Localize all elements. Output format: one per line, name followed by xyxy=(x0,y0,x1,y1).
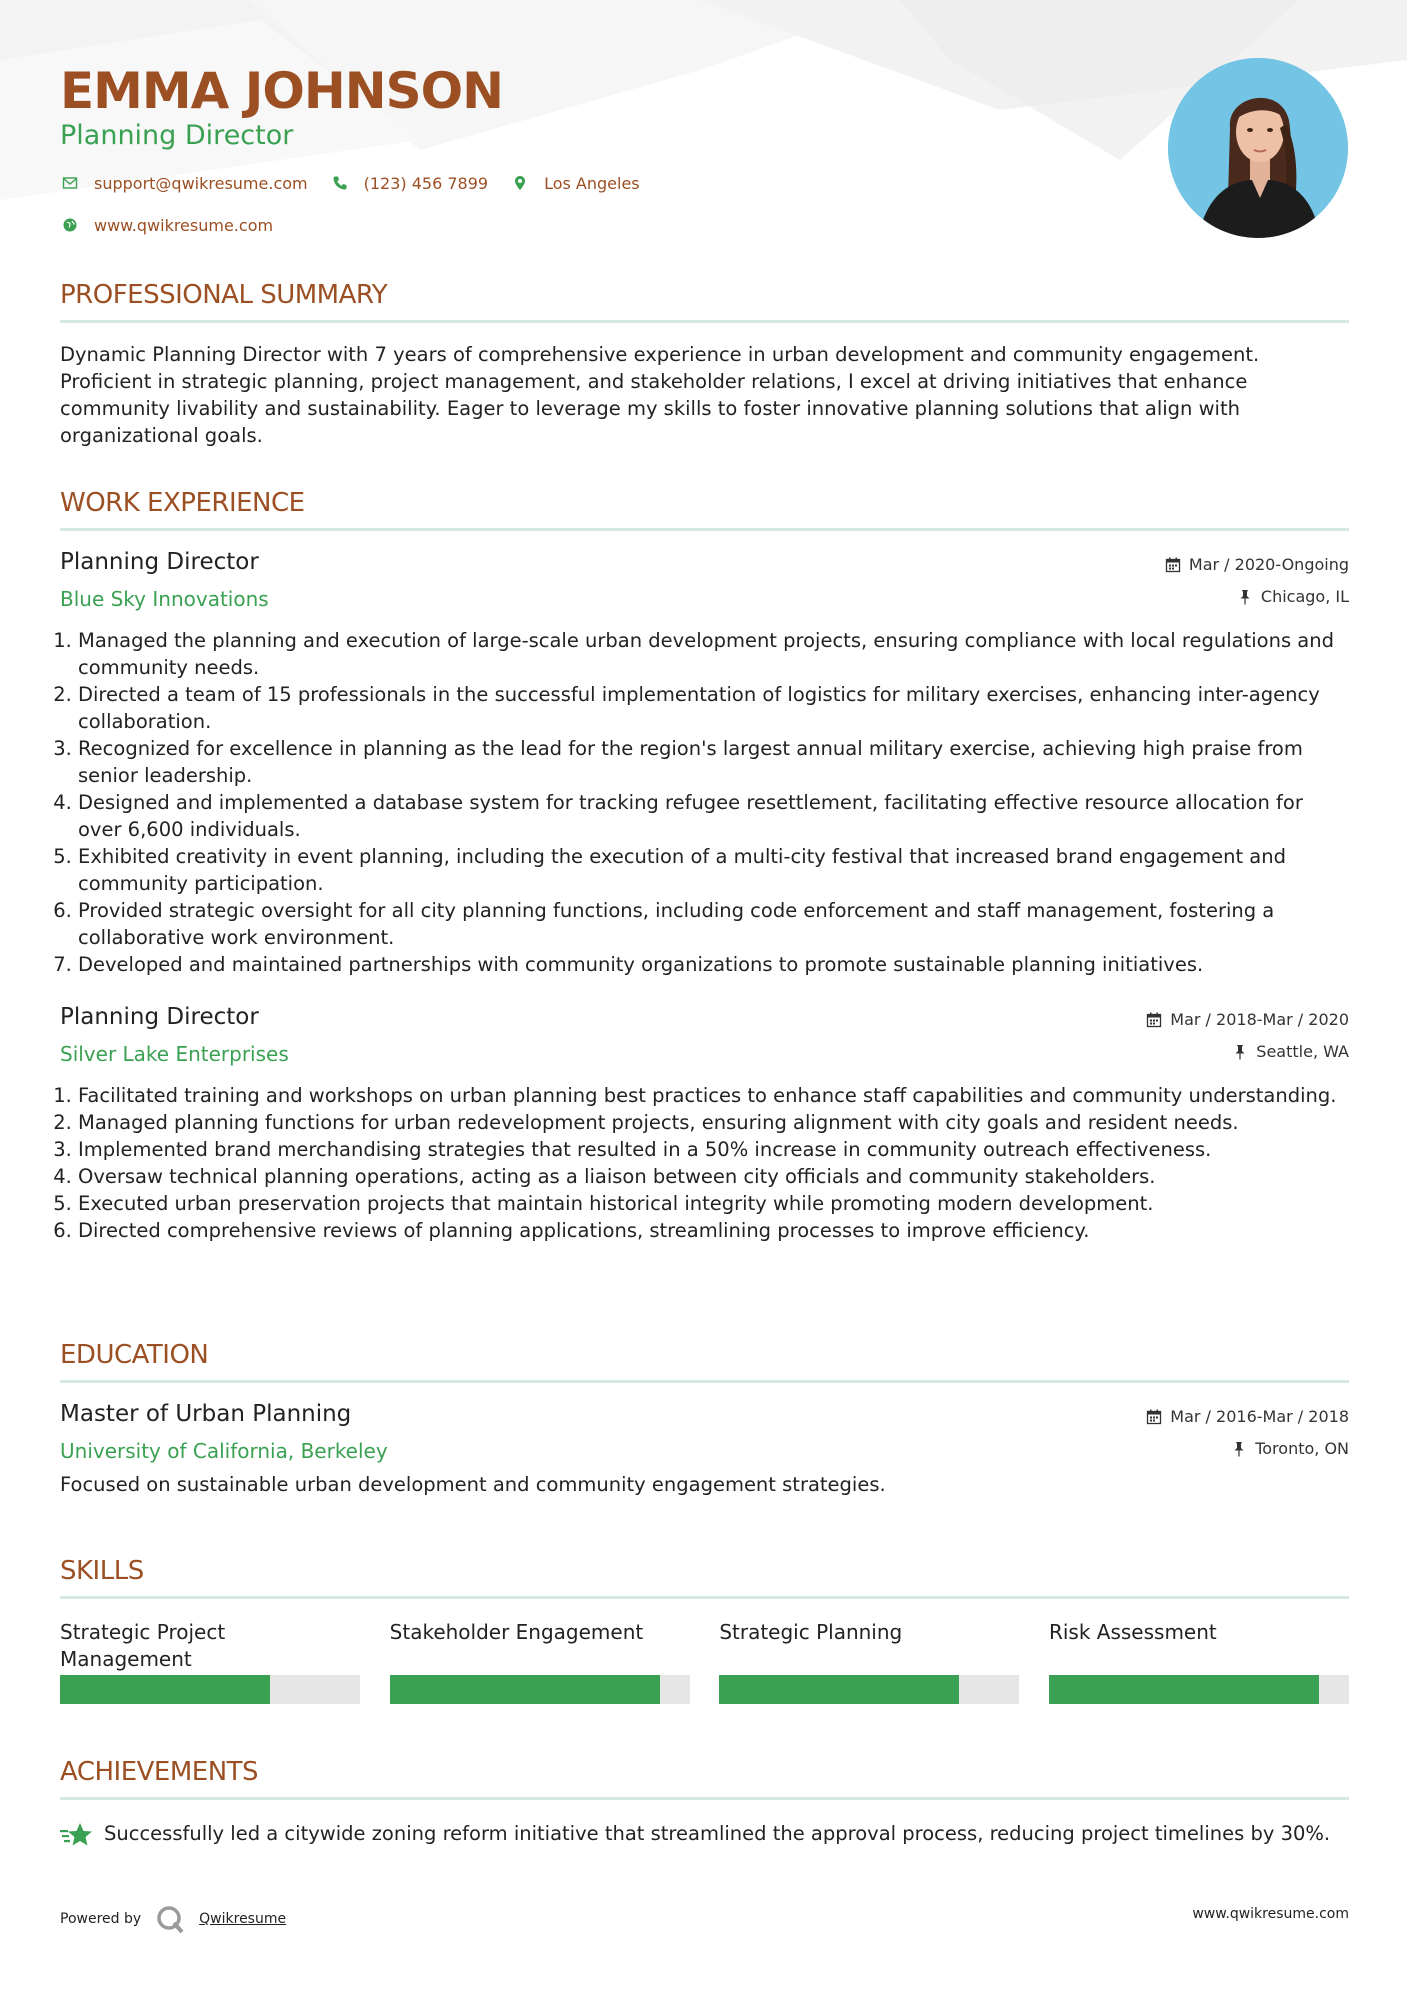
footer xyxy=(60,1898,1349,1932)
email-text: support@qwikresume.com xyxy=(94,173,308,193)
contact-website[interactable] xyxy=(60,215,273,235)
phone-text: (123) 456 7899 xyxy=(363,173,489,193)
skill-bar xyxy=(60,1675,360,1704)
pushpin-icon xyxy=(1237,589,1253,605)
job-bullet: 1. Managed the planning and execution of large-scale urban development projects, ensuring compliance with local regulations and community needs. xyxy=(78,627,1349,681)
skill-name: Stakeholder Engagement xyxy=(389,1620,644,1644)
degree-name: Master of Urban Planning xyxy=(60,1401,352,1427)
education-date-text: Mar / 2016-Mar / 2018 xyxy=(1170,1407,1349,1426)
job-bullet: 2. Managed planning functions for urban redevelopment projects, ensuring alignment with city goals and resident needs. xyxy=(78,1109,1349,1136)
skill-item xyxy=(719,1619,1019,1704)
pushpin-icon xyxy=(1232,1044,1248,1060)
skill-bar xyxy=(1049,1675,1349,1704)
resume-header xyxy=(60,0,1349,245)
calendar-icon xyxy=(1146,1409,1162,1425)
job-title: Planning Director xyxy=(60,1004,259,1030)
job-bullet: 6. Provided strategic oversight for all city planning functions, including code enforcement and staff management, fostering a collaborative work environment. xyxy=(78,897,1349,951)
school-name: University of California, Berkeley xyxy=(60,1439,388,1463)
map-pin-icon xyxy=(510,173,530,193)
calendar-icon xyxy=(1146,1012,1162,1028)
job-bullet: 4. Designed and implemented a database system for tracking refugee resettlement, facilitating effective resource allocation for over 6,600 individuals. xyxy=(78,789,1349,843)
job-bullet: 5. Executed urban preservation projects that maintain historical integrity while promoting modern development. xyxy=(78,1190,1349,1217)
skill-bar-fill xyxy=(719,1675,959,1704)
skills-grid xyxy=(60,1619,1349,1704)
skill-bar-fill xyxy=(390,1675,660,1704)
job-company: Silver Lake Enterprises xyxy=(60,1042,289,1066)
skill-bar-fill xyxy=(1049,1675,1319,1704)
education-header xyxy=(60,1401,1349,1471)
achievement-text: Successfully led a citywide zoning reform initiative that streamlined the approval process, reducing project timelines by 30%. xyxy=(104,1822,1331,1845)
job-date xyxy=(1165,555,1349,574)
education-description: Focused on sustainable urban development and community engagement strategies. xyxy=(60,1473,886,1496)
job-bullet: 5. Exhibited creativity in event planning, including the execution of a multi-city festival that increased brand engagement and community participation. xyxy=(78,843,1349,897)
powered-by-label: Powered by xyxy=(60,1911,142,1927)
job-bullet: 3. Recognized for excellence in planning as the lead for the region's largest annual military exercise, achieving high praise from senior leadership. xyxy=(78,735,1349,789)
profile-photo xyxy=(1168,58,1348,238)
contact-location xyxy=(510,173,640,193)
skill-name: Strategic Project Management xyxy=(60,1620,226,1671)
education-date xyxy=(1146,1407,1349,1426)
candidate-name: EMMA JOHNSON xyxy=(60,62,503,120)
job-date xyxy=(1146,1010,1349,1029)
job-bullet: 6. Directed comprehensive reviews of planning applications, streamlining processes to improve efficiency. xyxy=(78,1217,1349,1244)
skills-heading: SKILLS xyxy=(60,1556,1349,1599)
pushpin-icon xyxy=(1231,1441,1247,1457)
globe-icon xyxy=(60,215,80,235)
contact-row xyxy=(60,173,662,193)
contact-phone[interactable] xyxy=(330,173,488,193)
qwikresume-link[interactable]: Qwikresume xyxy=(199,1911,287,1927)
qwikresume-logo-icon xyxy=(155,1904,185,1934)
achievements-section xyxy=(60,1757,1349,1850)
summary-heading: PROFESSIONAL SUMMARY xyxy=(60,280,1349,323)
skill-bar xyxy=(390,1675,690,1704)
calendar-icon xyxy=(1165,557,1181,573)
summary-text: Dynamic Planning Director with 7 years of comprehensive experience in urban development and community engagement. Proficient in strategic planning, project management, and stakeholder relations, I excel at driving initiatives that enhance community livability and sustainability. Eager to leverage my skills to foster innovative planning solutions that align with organizational goals. xyxy=(60,343,1260,447)
job-header xyxy=(60,549,1349,619)
skills-section xyxy=(60,1556,1349,1704)
job-date-text: Mar / 2018-Mar / 2020 xyxy=(1170,1010,1349,1029)
education-entry xyxy=(60,1401,1349,1496)
education-location-text: Toronto, ON xyxy=(1255,1439,1349,1458)
website-text: www.qwikresume.com xyxy=(94,215,274,235)
skill-bar-fill xyxy=(60,1675,270,1704)
job-date-text: Mar / 2020-Ongoing xyxy=(1188,555,1349,574)
education-heading: EDUCATION xyxy=(60,1340,1349,1383)
job-bullets xyxy=(60,1082,1349,1244)
candidate-title: Planning Director xyxy=(60,120,294,151)
job-location xyxy=(1237,587,1349,606)
skill-item xyxy=(1049,1619,1349,1704)
location-text: Los Angeles xyxy=(544,173,640,193)
skill-name: Strategic Planning xyxy=(719,1620,903,1644)
footer-url[interactable]: www.qwikresume.com xyxy=(1192,1906,1349,1922)
job-bullet: 1. Facilitated training and workshops on urban planning best practices to enhance staff capabilities and community understanding. xyxy=(78,1082,1349,1109)
achievements-heading: ACHIEVEMENTS xyxy=(60,1757,1349,1800)
skill-item xyxy=(60,1619,360,1704)
star-icon xyxy=(60,1820,94,1850)
phone-icon xyxy=(330,173,350,193)
skill-bar xyxy=(719,1675,1019,1704)
job-company: Blue Sky Innovations xyxy=(60,587,269,611)
job-entry xyxy=(60,549,1349,978)
powered-by xyxy=(60,1904,286,1934)
skill-name: Risk Assessment xyxy=(1048,1620,1217,1644)
experience-heading: WORK EXPERIENCE xyxy=(60,488,1349,531)
summary-section xyxy=(60,280,1349,449)
job-title: Planning Director xyxy=(60,549,259,575)
job-bullet: 4. Oversaw technical planning operations, acting as a liaison between city officials and community stakeholders. xyxy=(78,1163,1349,1190)
job-location xyxy=(1232,1042,1349,1061)
job-bullet: 2. Directed a team of 15 professionals in the successful implementation of logistics for military exercises, enhancing inter-agency collaboration. xyxy=(78,681,1349,735)
job-location-text: Seattle, WA xyxy=(1256,1042,1349,1061)
contact-email[interactable] xyxy=(60,173,308,193)
job-bullet: 3. Implemented brand merchandising strategies that resulted in a 50% increase in community outreach effectiveness. xyxy=(78,1136,1349,1163)
job-bullets xyxy=(60,627,1349,978)
education-section xyxy=(60,1340,1349,1496)
resume-page xyxy=(60,0,1349,1927)
job-location-text: Chicago, IL xyxy=(1260,587,1349,606)
experience-section xyxy=(60,488,1349,1244)
envelope-icon xyxy=(60,173,80,193)
achievement-item xyxy=(60,1820,1349,1850)
education-location xyxy=(1231,1439,1349,1458)
job-header xyxy=(60,1004,1349,1074)
skill-item xyxy=(390,1619,690,1704)
job-entry xyxy=(60,1004,1349,1244)
job-bullet: 7. Developed and maintained partnerships with community organizations to promote sustainable planning initiatives. xyxy=(78,951,1349,978)
contact-row-website xyxy=(60,215,295,235)
